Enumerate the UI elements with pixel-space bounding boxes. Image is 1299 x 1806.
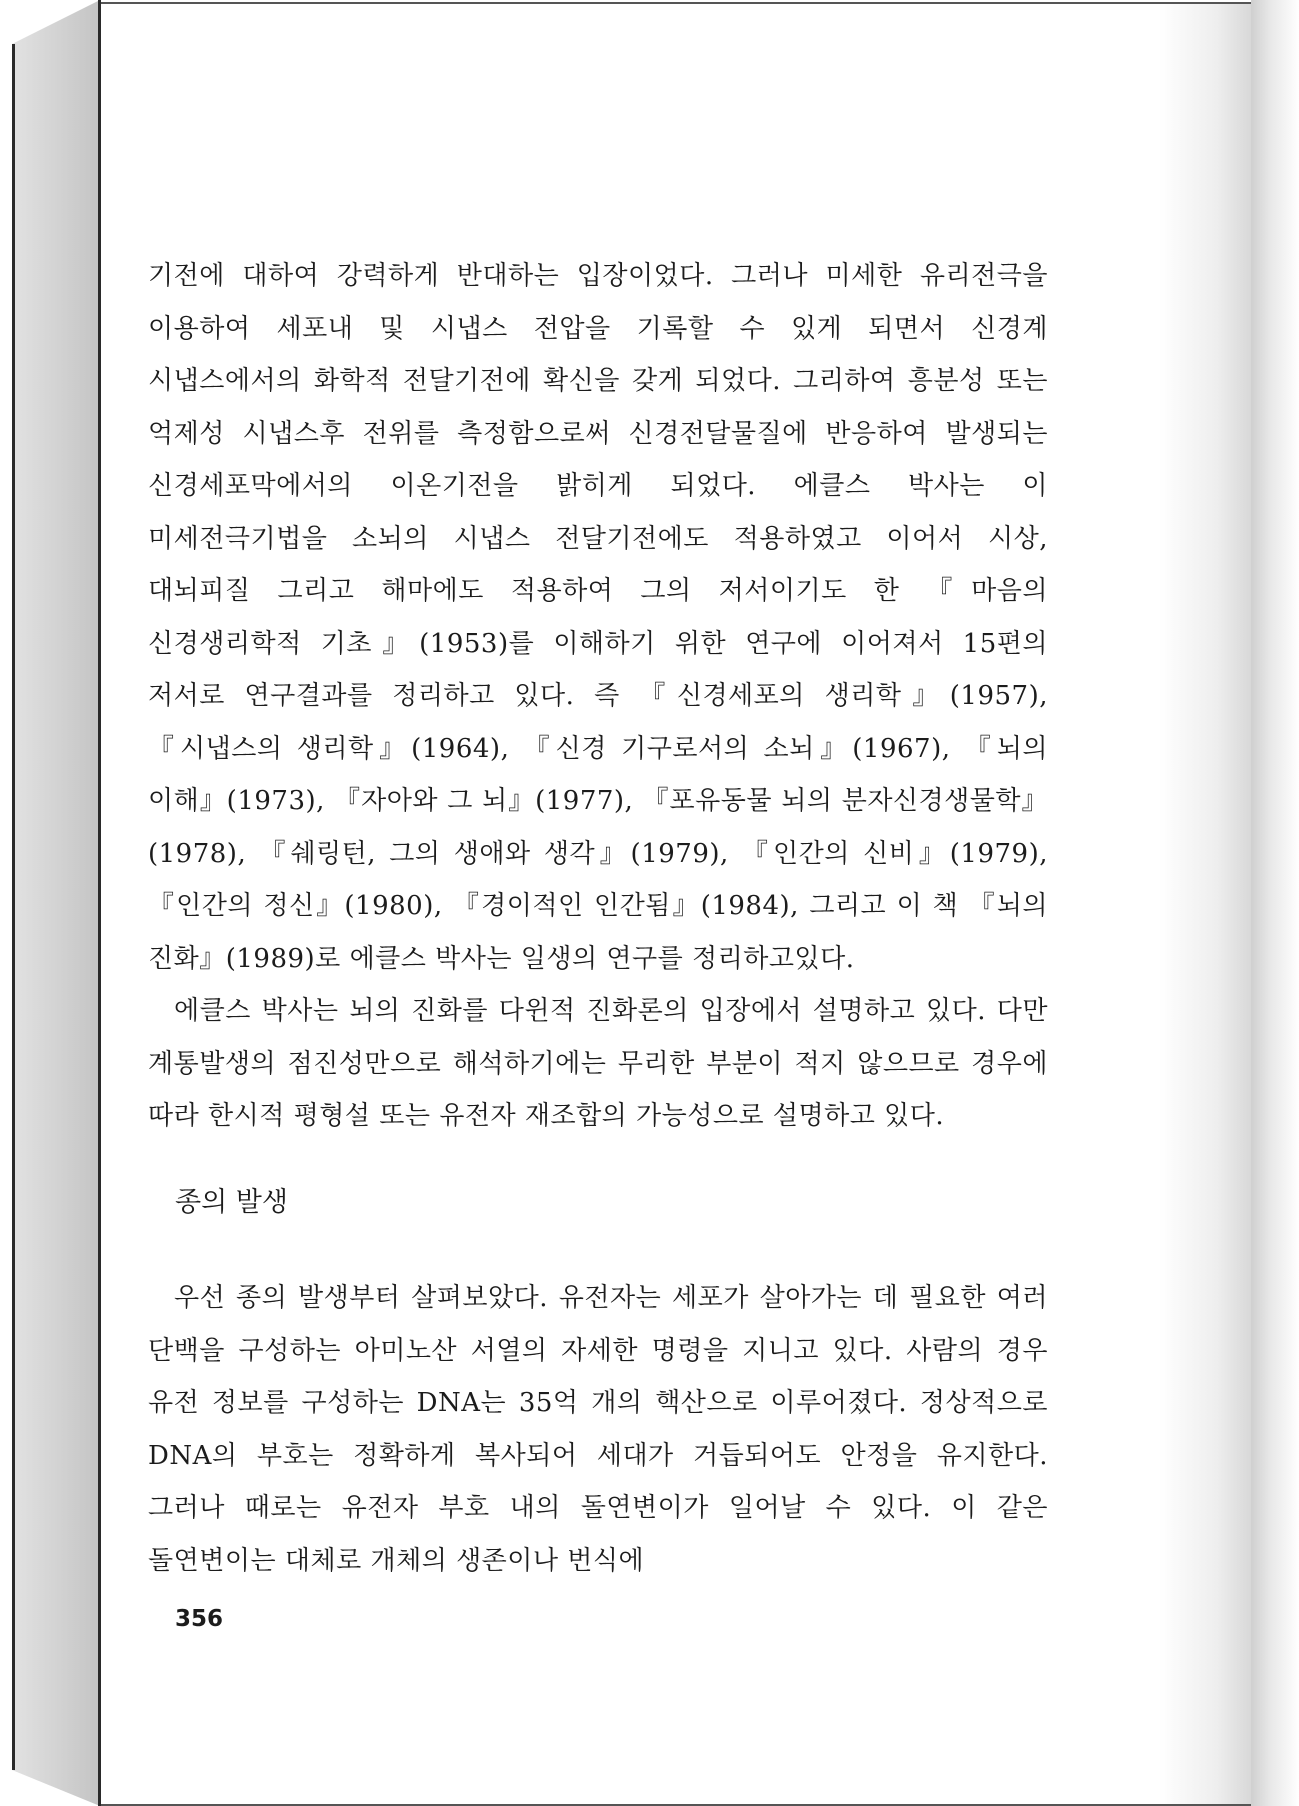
body-text-lower — [148, 1272, 1048, 1587]
paragraph-evolution-view: 에클스 박사는 뇌의 진화를 다윈적 진화론의 입장에서 설명하고 있다. 다만 계통발생의 점진성만으로 해석하기에는 무리한 부분이 적지 않으므로 경우에 따라 한시적 평형설 또는 유전자 재조합의 가능성으로 설명하고 있다. — [148, 996, 1048, 1131]
paragraph-eccles-research: 기전에 대하여 강력하게 반대하는 입장이었다. 그러나 미세한 유리전극을 이용하여 세포내 및 시냅스 전압을 기록할 수 있게 되면서 신경계 시냅스에서의 화학적 전달기전에 확신을 갖게 되었다. 그리하여 흥분성 또는 억제성 시냅스후 전위를 측정함으로써 신경전달물질에 반응하여 발생되는 신경세포막에서의 이온기전을 밝히게 되었다. 에클스 박사는 이 미세전극기법을 소뇌의 시냅스 전달기전에도 적용하였고 이어서 시상, 대뇌피질 그리고 해마에도 적용하여 그의 저서이기도 한 『마음의 신경생리학적 기초』(1953)를 이해하기 위한 연구에 이어져서 15편의 저서로 연구결과를 정리하고 있다. 즉 『신경세포의 생리학』(1957), 『시냅스의 생리학』(1964), 『신경 기구로서의 소뇌』(1967), 『뇌의 이해』(1973), 『자아와 그 뇌』(1977), 『포유동물 뇌의 분자신경생물학』(1978), 『쉐링턴, 그의 생애와 생각』(1979), 『인간의 신비』(1979), 『인간의 정신』(1980), 『경이적인 인간됨』(1984), 그리고 이 책 『뇌의 진화』(1989)로 에클스 박사는 일생의 연구를 정리하고있다. — [148, 261, 1048, 974]
page-number: 356 — [175, 1606, 224, 1632]
book-spine-outline — [12, 44, 15, 1770]
page-shadow — [1251, 0, 1299, 1806]
section-title: 종의 발생 — [175, 1187, 288, 1218]
paragraph-species-origin: 우선 종의 발생부터 살펴보았다. 유전자는 세포가 살아가는 데 필요한 여러 단백을 구성하는 아미노산 서열의 자세한 명령을 지니고 있다. 사람의 경우 유전 정보를 구성하는 DNA는 35억 개의 핵산으로 이루어졌다. 정상적으로 DNA의 부호는 정확하게 복사되어 세대가 거듭되어도 안정을 유지한다. 그러나 때로는 유전자 부호 내의 돌연변이가 일어날 수 있다. 이 같은 돌연변이는 대체로 개체의 생존이나 번식에 — [148, 1283, 1048, 1576]
book-spine — [12, 0, 100, 1806]
body-text-upper — [148, 250, 1048, 1143]
